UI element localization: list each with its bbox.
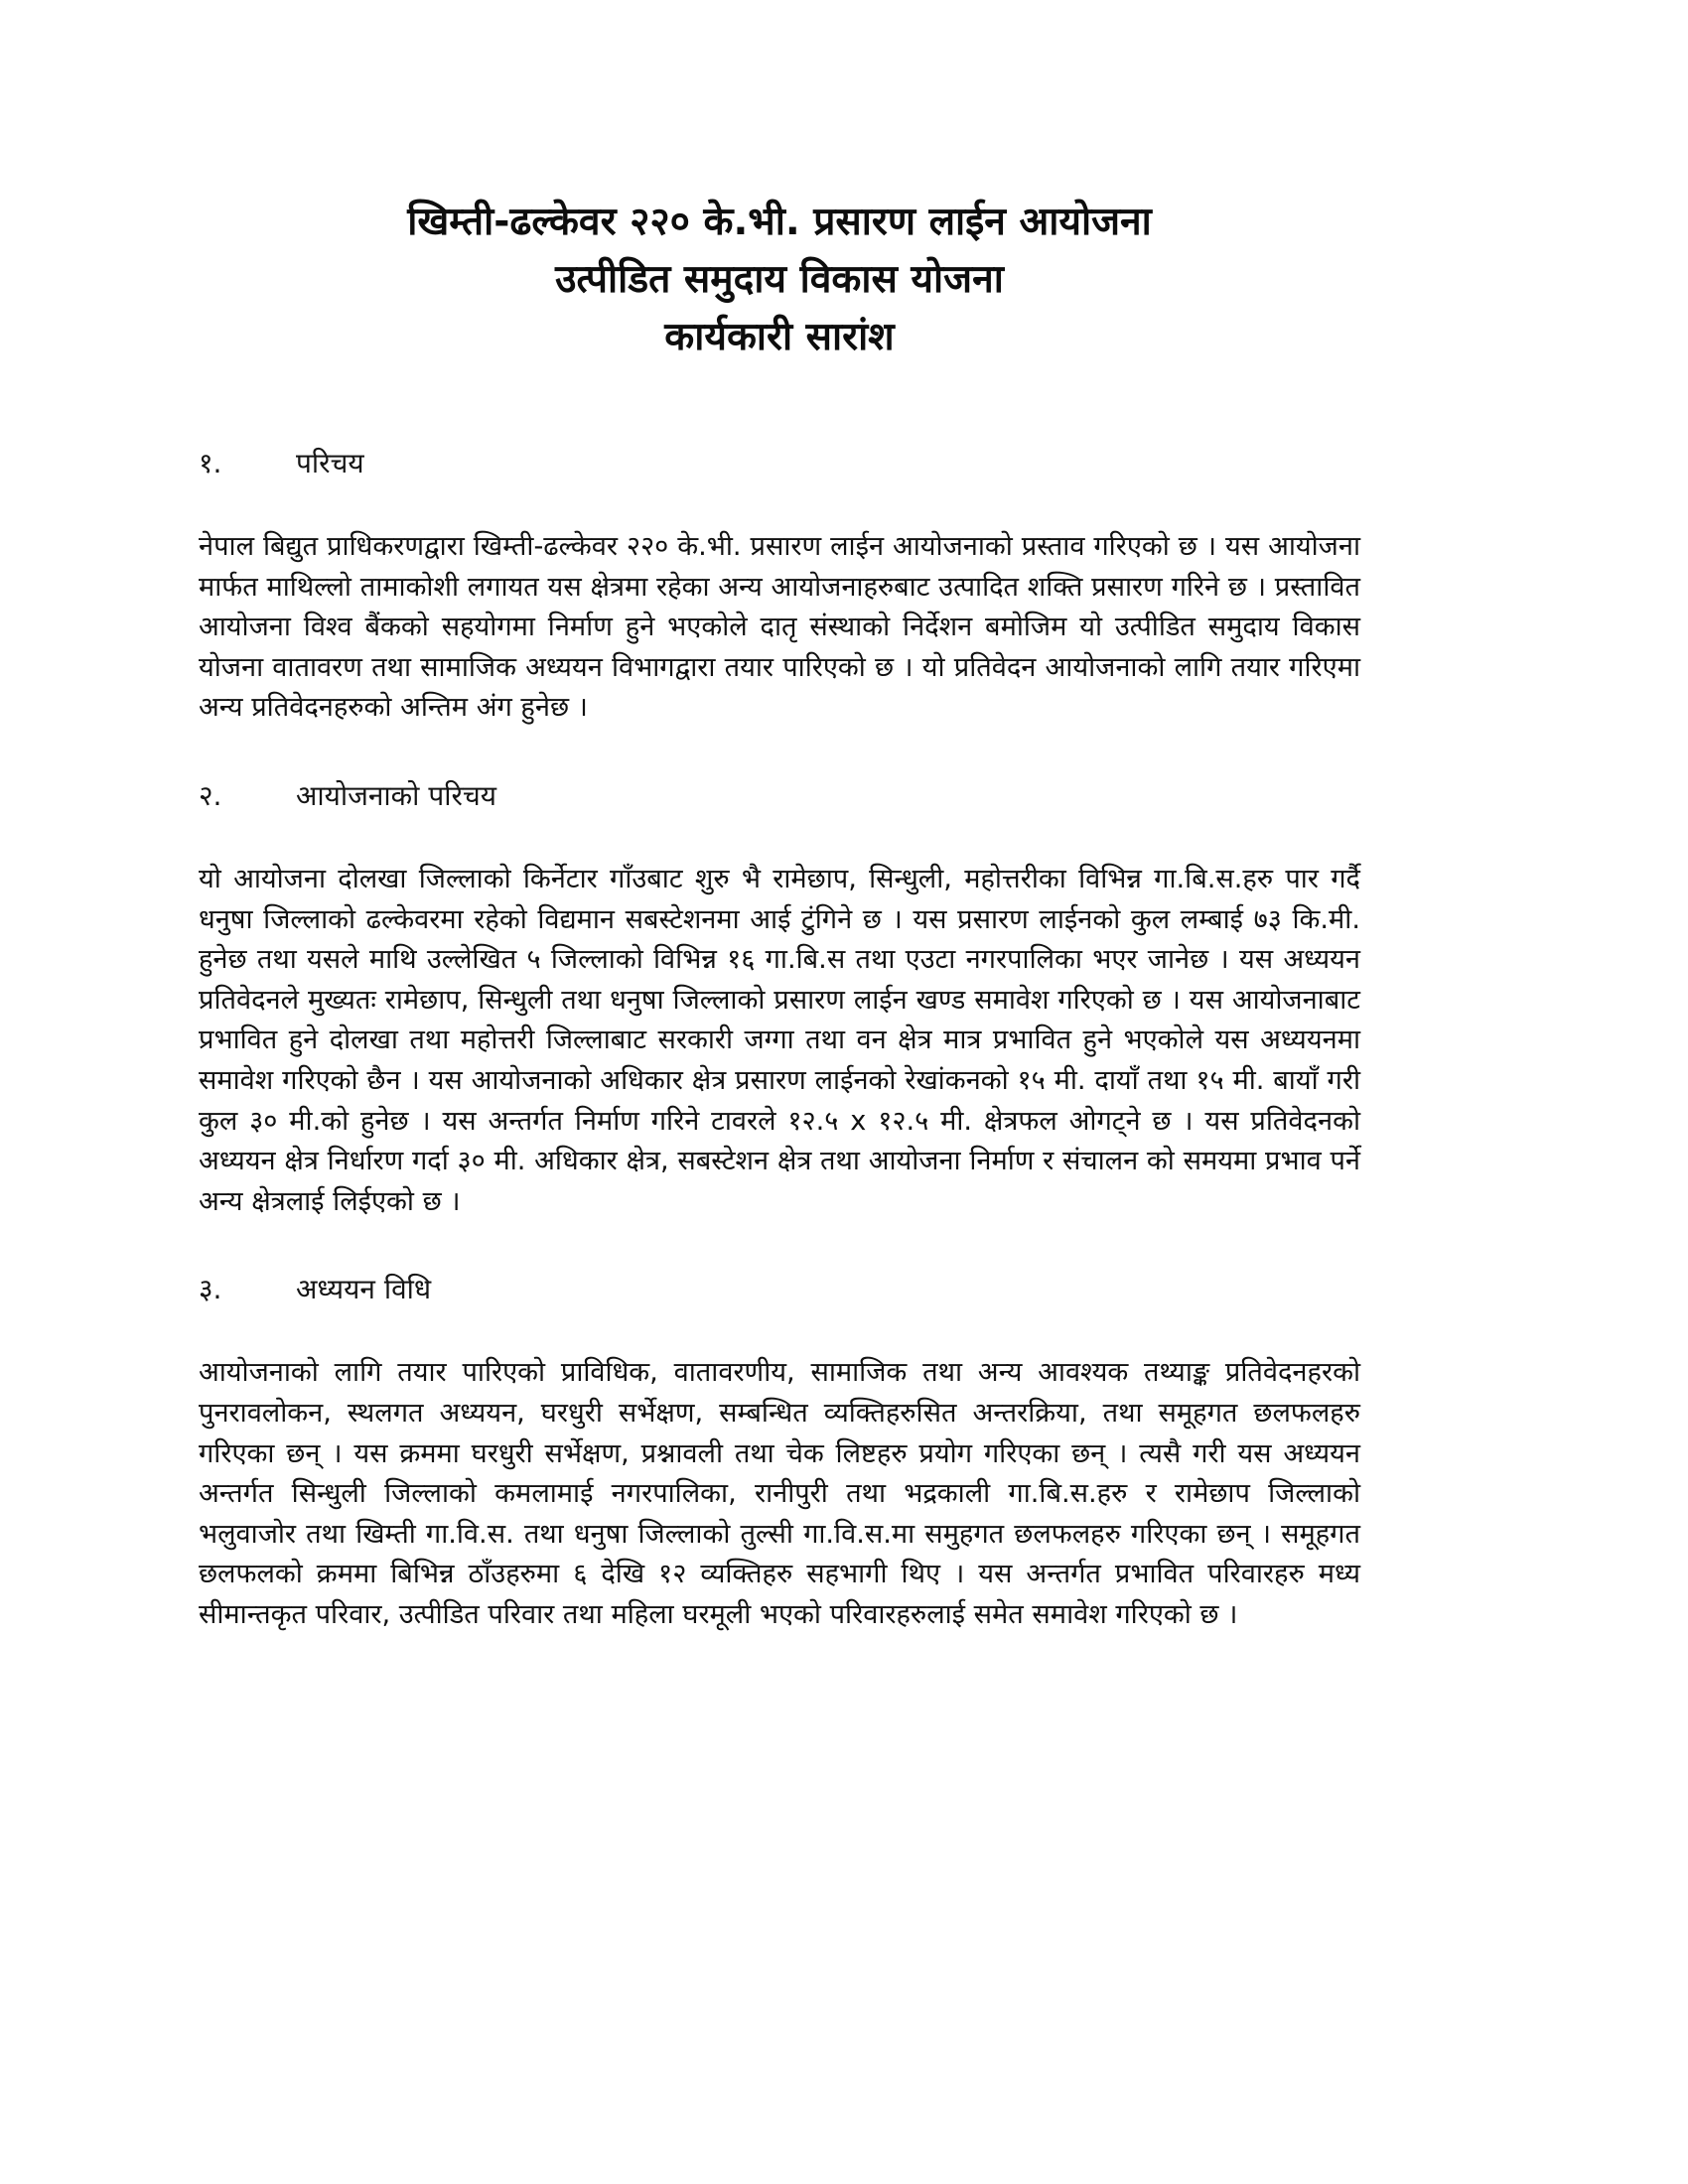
document-page bbox=[199, 194, 1360, 1683]
section-paragraph: यो आयोजना दोलखा जिल्लाको किर्नेटार गाँउबाट शुरु भै रामेछाप, सिन्धुली, महोत्तरीका विभिन्न गा.बि.स.हरु पार गर्दै धनुषा जिल्लाको ढल्केवरमा रहेको विद्यमान सबस्टेशनमा आई टुंगिने छ । यस प्रसारण लाईनको कुल लम्बाई ७३ कि.मी. हुनेछ तथा यसले माथि उल्लेखित ५ जिल्लाको विभिन्न १६ गा.बि.स तथा एउटा नगरपालिका भएर जानेछ । यस अध्ययन प्रतिवेदनले मुख्यतः रामेछाप, सिन्धुली तथा धनुषा जिल्लाको प्रसारण लाईन खण्ड समावेश गरिएको छ । यस आयोजनाबाट प्रभावित हुने दोलखा तथा महोत्तरी जिल्लाबाट सरकारी जग्गा तथा वन क्षेत्र मात्र प्रभावित हुने भएकोले यस अध्ययनमा समावेश गरिएको छैन । यस आयोजनाको अधिकार क्षेत्र प्रसारण लाईनको रेखांकनको १५ मी. दायाँ तथा १५ मी. बायाँ गरी कुल ३० मी.को हुनेछ । यस अन्तर्गत निर्माण गरिने टावरले १२.५ x १२.५ मी. क्षेत्रफल ओगट्ने छ । यस प्रतिवेदनको अध्ययन क्षेत्र निर्धारण गर्दा ३० मी. अधिकार क्षेत्र, सबस्टेशन क्षेत्र तथा आयोजना निर्माण र संचालन को समयमा प्रभाव पर्ने अन्य क्षेत्रलाई लिईएको छ । bbox=[199, 863, 1360, 1217]
section-heading bbox=[199, 776, 1360, 816]
section-number: १. bbox=[199, 447, 222, 479]
section-title: परिचय bbox=[296, 447, 364, 479]
section-heading bbox=[199, 444, 1360, 483]
section-paragraph: आयोजनाको लागि तयार पारिएको प्राविधिक, वातावरणीय, सामाजिक तथा अन्य आवश्यक तथ्याङ्क प्रतिवेदनहरको पुनरावलोकन, स्थलगत अध्ययन, घरधुरी सर्भेक्षण, सम्बन्धित व्यक्तिहरुसित अन्तरक्रिया, तथा समूहगत छलफलहरु गरिएका छन् । यस क्रममा घरधुरी सर्भेक्षण, प्रश्नावली तथा चेक लिष्टहरु प्रयोग गरिएका छन् । त्यसै गरी यस अध्ययन अन्तर्गत सिन्धुली जिल्लाको कमलामाई नगरपालिका, रानीपुरी तथा भद्रकाली गा.बि.स.हरु र रामेछाप जिल्लाको भलुवाजोर तथा खिम्ती गा.वि.स. तथा धनुषा जिल्लाको तुल्सी गा.वि.स.मा समुहगत छलफलहरु गरिएका छन् । समूहगत छलफलको क्रममा बिभिन्न ठाँउहरुमा ६ देखि १२ व्यक्तिहरु सहभागी थिए । यस अन्तर्गत प्रभावित परिवारहरु मध्य सीमान्तकृत परिवार, उत्पीडित परिवार तथा महिला घरमूली भएको परिवारहरुलाई समेत समावेश गरिएको छ । bbox=[199, 1357, 1360, 1630]
section-number: ३. bbox=[199, 1273, 222, 1306]
section-study-method bbox=[199, 1270, 1360, 1635]
section-heading bbox=[199, 1270, 1360, 1309]
title-line-summary: कार्यकारी सारांश bbox=[664, 315, 895, 359]
section-project-introduction bbox=[199, 776, 1360, 1222]
title-line-project: खिम्ती-ढल्केवर २२० के.भी. प्रसारण लाईन आयोजना bbox=[407, 200, 1152, 244]
section-number: २. bbox=[199, 778, 222, 812]
section-introduction bbox=[199, 444, 1360, 729]
section-paragraph: नेपाल बिद्युत प्राधिकरणद्वारा खिम्ती-ढल्केवर २२० के.भी. प्रसारण लाईन आयोजनाको प्रस्ताव गरिएको छ । यस आयोजना मार्फत माथिल्लो तामाकोशी लगायत यस क्षेत्रमा रहेका अन्य आयोजनाहरुबाट उत्पादित शक्ति प्रसारण गरिने छ । प्रस्तावित आयोजना विश्व बैंकको सहयोगमा निर्माण हुने भएकोले दातृ संस्थाको निर्देशन बमोजिम यो उत्पीडित समुदाय विकास योजना वातावरण तथा सामाजिक अध्ययन विभागद्वारा तयार पारिएको छ । यो प्रतिवेदन आयोजनाको लागि तयार गरिएमा अन्य प्रतिवेदनहरुको अन्तिम अंग हुनेछ । bbox=[199, 531, 1360, 724]
document-title bbox=[199, 194, 1360, 366]
section-title: अध्ययन विधि bbox=[296, 1273, 432, 1306]
title-line-plan: उत्पीडित समुदाय विकास योजना bbox=[555, 257, 1004, 302]
section-title: आयोजनाको परिचय bbox=[296, 778, 496, 812]
